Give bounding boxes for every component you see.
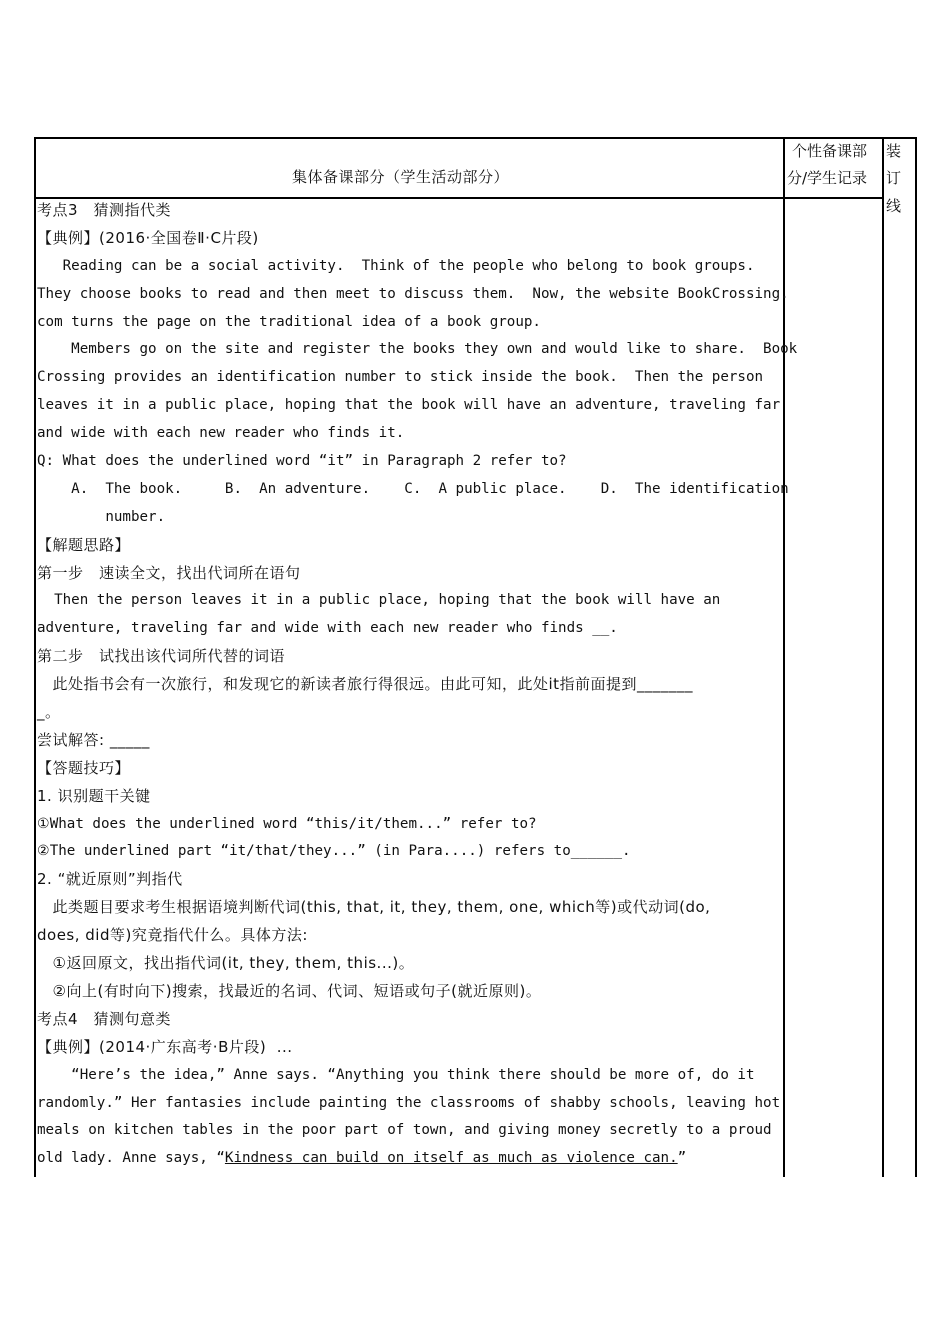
text-line-content: 考点3 猜测指代类 — [37, 201, 172, 219]
text-line-content: Reading can be a social activity. Think of the people who belong to book groups. — [37, 257, 755, 274]
text-line — [37, 866, 785, 894]
text-line-content: adventure, traveling far and wide with each new reader who finds __. — [37, 620, 618, 637]
text-line-content: “Here’s the idea,” Anne says. “Anything you think there should be more of, do it — [37, 1066, 755, 1083]
text-line-content: 【典例】(2014·广东高考·B片段) ... — [37, 1037, 293, 1056]
text-line — [37, 504, 785, 532]
text-line — [37, 420, 785, 448]
text-line-content: ②The underlined part “it/that/they...” (in Para....) refers to______. — [37, 843, 631, 860]
text-line — [37, 197, 785, 225]
text-line — [37, 950, 785, 978]
text-line — [37, 225, 785, 253]
text-line — [37, 587, 785, 615]
text-line-content: 尝试解答: _____ — [37, 730, 150, 749]
text-line — [37, 1117, 785, 1145]
binding-line-char-1: 装 — [886, 142, 902, 160]
text-line — [37, 560, 785, 588]
personal-column-title-line1: 个性备课部 — [792, 142, 868, 160]
text-line — [37, 1145, 785, 1173]
text-line-content: com turns the page on the traditional idea of a book group. — [37, 313, 541, 330]
text-line — [37, 532, 785, 560]
text-line — [37, 476, 789, 504]
text-line — [37, 615, 785, 643]
text-line-content: 1. 识别题干关键 — [37, 786, 151, 805]
text-line-content: 【典例】(2016·全国卷Ⅱ·C片段) — [37, 228, 259, 247]
text-line — [37, 699, 785, 727]
column-divider-personal — [882, 137, 884, 1177]
text-line-content: randomly.” Her fantasies include painting the classrooms of shabby schools, leaving hot — [37, 1094, 781, 1111]
text-line-content: 2. “就近原则”判指代 — [37, 870, 183, 889]
text-line-content: meals on kitchen tables in the poor part of town, and giving money secretly to a proud — [37, 1122, 772, 1139]
text-line-content: _。 — [37, 703, 61, 722]
text-line — [37, 253, 785, 281]
text-line — [37, 281, 789, 309]
main-column-title: 集体备课部分（学生活动部分） — [292, 168, 510, 186]
text-line-content: Then the person leaves it in a public place, hoping that the book will have an — [37, 592, 721, 609]
text-line — [37, 1062, 785, 1090]
text-line-content: does, did等)究竟指代什么。具体方法: — [37, 926, 308, 945]
text-line — [37, 755, 785, 783]
text-line-content: Crossing provides an identification number to stick inside the book. Then the person — [37, 369, 764, 386]
text-line-content: number. — [37, 508, 166, 525]
binding-line-char-2: 订 — [886, 169, 902, 187]
text-line-content: ②向上(有时向下)搜索，找最近的名词、代词、短语或句子(就近原则)。 — [37, 981, 542, 1000]
table-right-border — [915, 137, 917, 1177]
text-line-content: ①返回原文，找出指代词(it, they, them, this...)。 — [37, 954, 415, 973]
text-line-content: 【解题思路】 — [37, 535, 131, 554]
text-line — [37, 671, 785, 699]
underlined-sentence: Kindness can build on itself as much as violence can. — [224, 1150, 678, 1167]
table-left-border — [34, 137, 36, 1177]
text-line — [37, 448, 785, 476]
text-line-content: Members go on the site and register the books they own and would like to share. Book — [37, 341, 798, 358]
text-line-content: and wide with each new reader who finds it. — [37, 425, 405, 442]
text-line-content: old lady. Anne says, “ — [37, 1150, 225, 1167]
text-line — [37, 727, 785, 755]
text-line — [37, 838, 785, 866]
text-line-content: A. The book. B. An adventure. C. A public place. D. The identification — [37, 480, 789, 497]
text-line — [37, 978, 785, 1006]
text-line — [37, 783, 785, 811]
text-line — [37, 336, 798, 364]
personal-column-title-line2: 分/学生记录 — [787, 169, 868, 187]
text-line — [37, 309, 785, 337]
text-line-content: 【答题技巧】 — [37, 758, 131, 777]
main-content-cell — [37, 197, 798, 1173]
text-line — [37, 1034, 785, 1062]
text-line — [37, 643, 785, 671]
closing-quote: ” — [677, 1150, 687, 1167]
text-line-content: 此类题目要求考生根据语境判断代词(this, that, it, they, them, one, which等)或代动词(do, — [37, 898, 711, 917]
text-line-content: 第二步 试找出该代词所代替的词语 — [37, 647, 286, 666]
text-line — [37, 922, 785, 950]
text-line-content: ①What does the underlined word “this/it/them...” refer to? — [37, 815, 537, 832]
text-line — [37, 811, 785, 839]
text-line — [37, 364, 785, 392]
text-line-content: leaves it in a public place, hoping that the book will have an adventure, traveling far — [37, 397, 781, 414]
text-line-content: 第一步 速读全文，找出代词所在语句 — [37, 563, 301, 582]
text-line-content: Q: What does the underlined word “it” in Paragraph 2 refer to? — [37, 453, 567, 470]
binding-line-char-3: 线 — [886, 197, 902, 215]
text-line-content: They choose books to read and then meet to discuss them. Now, the website BookCrossing. — [37, 285, 789, 302]
text-line — [37, 1006, 785, 1034]
text-line — [37, 894, 785, 922]
text-line — [37, 392, 785, 420]
text-line-content: 考点4 猜测句意类 — [37, 1009, 172, 1028]
text-line — [37, 1090, 785, 1118]
text-line-content: 此处指书会有一次旅行，和发现它的新读者旅行得很远。由此可知，此处it指前面提到_______ — [37, 675, 694, 694]
